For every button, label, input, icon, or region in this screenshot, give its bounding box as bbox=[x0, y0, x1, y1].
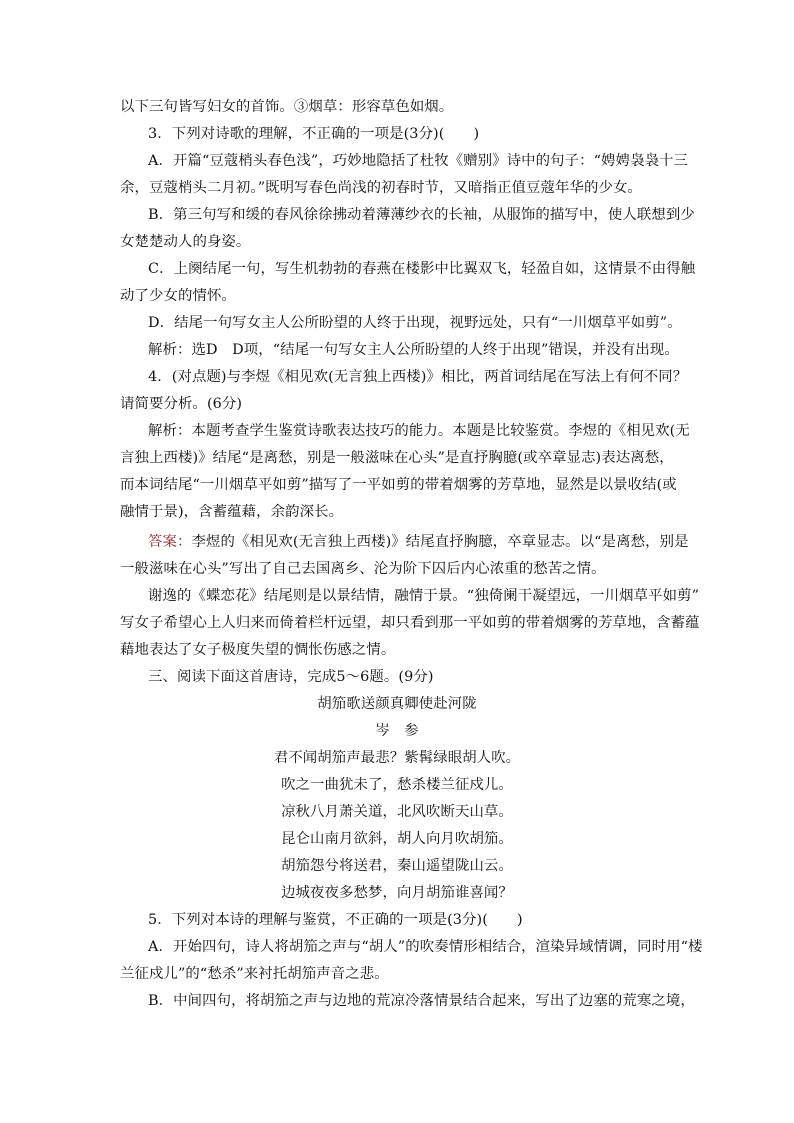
text-line: 一般滋味在心头”写出了自己去国离乡、沦为阶下囚后内心浓重的愁苦之情。 bbox=[120, 561, 606, 577]
answer-line bbox=[148, 532, 704, 552]
text-line: 融情于景)，含蓄蕴藉，余韵深长。 bbox=[120, 504, 344, 520]
option-c: C．上阕结尾一句，写生机勃勃的春燕在楼影中比翼双飞，轻盈自如，这情景不由得触 bbox=[148, 261, 696, 277]
text-line: 写女子希望心上人归来而倚着栏杆远望，却只看到那一平如剪的带着烟雾的芳草地，含蓄蕴 bbox=[120, 615, 700, 631]
poem-verse: 君不闻胡笳声最悲？紫髯绿眼胡人吹。 bbox=[273, 750, 521, 766]
answer-label: 答案： bbox=[148, 534, 192, 550]
section-3-heading: 三、阅读下面这首唐诗，完成5～6题。(9分) bbox=[148, 669, 434, 685]
poem-verse: 吹之一曲犹未了，愁杀楼兰征戍儿。 bbox=[281, 777, 513, 793]
text-line: 兰征戍儿”的“愁杀”来衬托胡笳声音之悲。 bbox=[120, 966, 389, 982]
answer-text: 李煜的《相见欢(无言独上西楼)》结尾直抒胸臆，卒章显志。以“是离愁，别是 bbox=[191, 534, 689, 550]
option-d: D．结尾一句写女主人公所盼望的人终于出现，视野远处，只有“一川烟草平如剪”。 bbox=[148, 315, 682, 331]
option-b: B．中间四句，将胡笳之声与边地的荒凉冷落情景结合起来，写出了边塞的荒寒之境， bbox=[148, 993, 695, 1009]
option-b: B．第三句写和缓的春风徐徐拂动着薄薄纱衣的长袖，从服饰的描写中，使人联想到少 bbox=[148, 207, 695, 223]
question-4: 4．(对点题)与李煜《相见欢(无言独上西楼)》相比，两首词结尾在写法上有何不同？ bbox=[148, 369, 688, 385]
question-3: 3．下列对诗歌的理解，不正确的一项是(3分)( ) bbox=[148, 126, 480, 142]
option-a: A．开始四句，诗人将胡笳之声与“胡人”的吹奏情形相结合，渲染异域情调，同时用“楼 bbox=[148, 939, 703, 955]
text-line: 以下三句皆写妇女的首饰。③烟草：形容草色如烟。 bbox=[120, 99, 454, 115]
question-5: 5．下列对本诗的理解与鉴赏，不正确的一项是(3分)( ) bbox=[148, 912, 523, 928]
poem-verse: 凉秋八月萧关道，北风吹断天山草。 bbox=[281, 804, 513, 820]
option-a: A．开篇“豆蔻梢头春色浅”，巧妙地隐括了杜牧《赠别》诗中的句子：“娉娉袅袅十三 bbox=[148, 153, 689, 169]
poem-verse: 昆仑山南月欲斜，胡人向月吹胡笳。 bbox=[281, 831, 513, 847]
poem-author: 岑 参 bbox=[375, 723, 419, 739]
poem-verse: 边城夜夜多愁梦，向月胡笳谁喜闻？ bbox=[281, 885, 513, 901]
text-line: 谢逸的《蝶恋花》结尾则是以景结情，融情于景。“独倚阑干凝望远，一川烟草平如剪” bbox=[148, 588, 700, 604]
text-line: 言独上西楼)》结尾“是离愁，别是一般滋味在心头”是直抒胸臆(或卒章显志)表达离愁， bbox=[120, 450, 674, 466]
text-line: 而本词结尾“一川烟草平如剪”描写了一平如剪的带着烟雾的芳草地，显然是以景收结(或 bbox=[120, 477, 677, 493]
text-line: 女楚楚动人的身姿。 bbox=[120, 234, 251, 250]
text-line: 动了少女的情怀。 bbox=[120, 288, 236, 304]
text-line: 请简要分析。(6分) bbox=[120, 396, 243, 412]
poem-verse: 胡笳怨兮将送君，秦山遥望陇山云。 bbox=[281, 858, 513, 874]
analysis-3: 解析：选D D项，“结尾一句写女主人公所盼望的人终于出现”错误，并没有出现。 bbox=[148, 342, 679, 358]
text-line: 藉地表达了女子极度失望的惆怅伤感之情。 bbox=[120, 642, 396, 658]
text-line: 余，豆蔻梢头二月初。”既明写春色尚浅的初春时节，又暗指正值豆蔻年华的少女。 bbox=[120, 180, 642, 196]
poem-title: 胡笳歌送颜真卿使赴河陇 bbox=[317, 696, 477, 712]
analysis-4: 解析：本题考查学生鉴赏诗歌表达技巧的能力。本题是比较鉴赏。李煜的《相见欢(无 bbox=[148, 423, 690, 439]
